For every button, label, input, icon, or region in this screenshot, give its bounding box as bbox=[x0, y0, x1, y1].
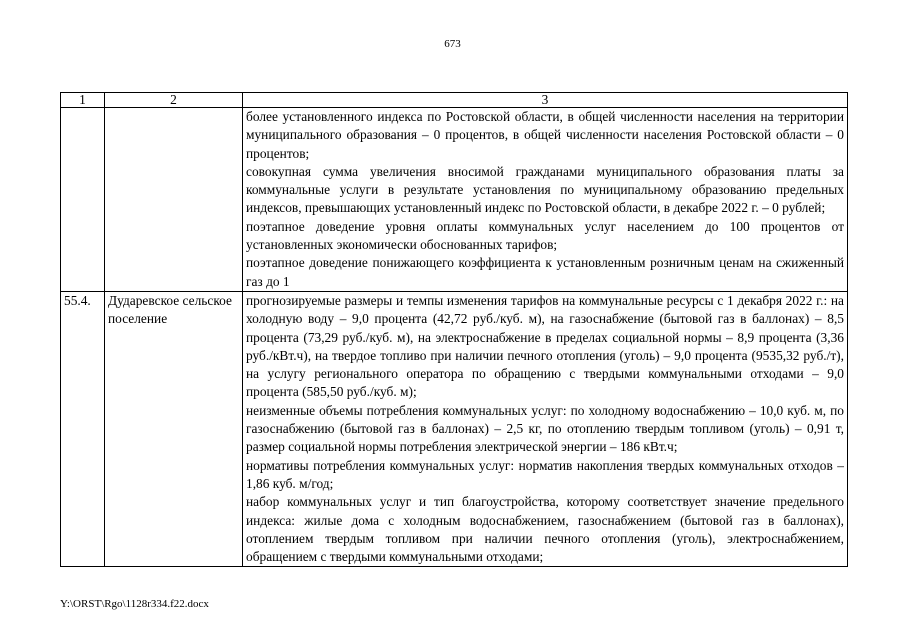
description-cell bbox=[243, 291, 848, 566]
table-row bbox=[61, 108, 848, 292]
paragraph: нормативы потребления коммунальных услуг: норматив накопления твердых коммунальных отходов – 1,86 куб. м/год; bbox=[246, 457, 844, 491]
paragraph: совокупная сумма увеличения вносимой гражданами муниципального образования платы за коммунальные услуги в результате установления по муниципальному образованию предельных индексов, превышающих установленный индекс по Ростовской области, в декабре 2022 г. – 0 рублей; bbox=[246, 163, 844, 216]
column-header-1: 1 bbox=[61, 93, 105, 108]
paragraph: неизменные объемы потребления коммунальных услуг: по холодному водоснабжению – 10,0 куб. м, по газоснабжению (бытовой газ в баллонах) – 2,5 кг, по отоплению твердым топливом (уголь) – 0,91 т, размер социальной нормы потребления электрической энергии – 186 кВт.ч; bbox=[246, 402, 844, 455]
paragraph: поэтапное доведение понижающего коэффициента к установленным розничным ценам на сжиженный газ до 1 bbox=[246, 255, 844, 289]
paragraph: поэтапное доведение уровня оплаты коммунальных услуг населением до 100 процентов от установленных экономически обоснованных тарифов; bbox=[246, 218, 844, 253]
document-table bbox=[60, 92, 848, 567]
table-header-row bbox=[61, 93, 848, 108]
description-cell bbox=[243, 108, 848, 292]
row-number: 55.4. bbox=[61, 291, 105, 566]
paragraph: более установленного индекса по Ростовской области, в общей численности населения на территории муниципального образования – 0 процентов, в общей численности населения Ростовской области – 0 процентов; bbox=[246, 109, 844, 161]
municipality-name: Дударевское сельское поселение bbox=[105, 291, 243, 566]
column-header-2: 2 bbox=[105, 93, 243, 108]
row-number bbox=[61, 108, 105, 292]
file-path-footer: Y:\ORST\Rgo\1128r334.f22.docx bbox=[60, 598, 209, 610]
column-header-3: 3 bbox=[243, 93, 848, 108]
table-row bbox=[61, 291, 848, 566]
municipality-name bbox=[105, 108, 243, 292]
page-number: 673 bbox=[444, 38, 461, 50]
paragraph: прогнозируемые размеры и темпы изменения тарифов на коммунальные ресурсы с 1 декабря 2022 г.: на холодную воду – 9,0 процента (42,72 руб./куб. м), на газоснабжение (бытовой газ в баллонах) – 8,5 процента (73,29 руб./куб. м), на электроснабжение в пределах социальной нормы – 8,9 процента (3,36 руб./кВт.ч), на твердое топливо при наличии печного отопления (уголь) – 9,0 процента (9535,32 руб./т), на услугу регионального оператора по обращению с твердыми коммунальными отходами – 9,0 процента (585,50 руб./куб. м); bbox=[246, 292, 844, 400]
paragraph: набор коммунальных услуг и тип благоустройства, которому соответствует значение предельного индекса: жилые дома с холодным водоснабжением, газоснабжением (бытовой газ в баллонах), отоплением твердым топливом при наличии печного отопления (уголь), электроснабжением, обращением с твердыми коммунальными отходами; bbox=[246, 494, 844, 565]
